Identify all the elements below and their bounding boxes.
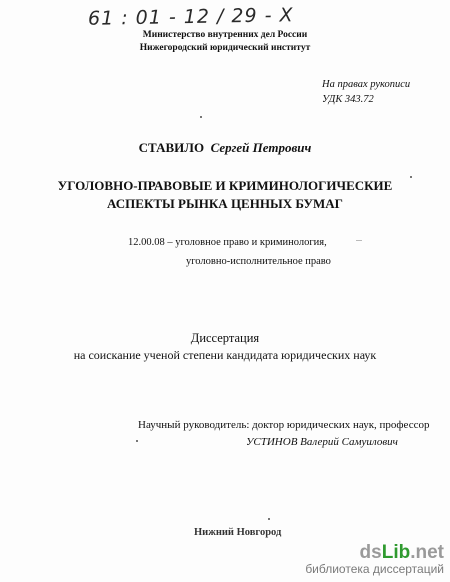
author-given-names: Сергей Петрович [210, 140, 312, 155]
dslib-tagline: библиотека диссертаций [305, 562, 444, 576]
dissertation-purpose: на соискание ученой степени кандидата юридических наук [73, 348, 377, 362]
city-year: Нижний Новгород [194, 527, 282, 538]
scan-speck [200, 116, 202, 118]
institute-heading: Нижегородский юридический институт [139, 43, 311, 53]
thesis-title-line-2: АСПЕКТЫ РЫНКА ЦЕННЫХ БУМАГ [107, 196, 343, 211]
dslib-logo-text: dsLib.net [359, 542, 444, 563]
specialty-line-2: уголовно-исполнительное право [186, 256, 331, 267]
manuscript-rights-note: На правах рукописи [322, 79, 411, 90]
scan-speck [356, 240, 362, 241]
dslib-watermark-logo [305, 542, 444, 576]
dissertation-label: Диссертация [190, 331, 260, 345]
scan-speck [410, 176, 412, 178]
author-name [0, 140, 450, 156]
handwritten-catalog-code: 61 : 01 - 12 / 29 - X [87, 4, 294, 30]
specialty-line-1: 12.00.08 – уголовное право и криминология, [128, 237, 327, 248]
udk-code: УДК 343.72 [322, 94, 374, 105]
ministry-heading: Министерство внутренних дел России [142, 30, 308, 40]
scan-speck [136, 440, 138, 442]
supervisor-title: Научный руководитель: доктор юридических наук, профессор [138, 419, 430, 431]
scan-speck [268, 518, 270, 520]
supervisor-name: УСТИНОВ Валерий Самуилович [246, 436, 398, 448]
author-surname: СТАВИЛО [138, 140, 205, 155]
thesis-title-line-1: УГОЛОВНО-ПРАВОВЫЕ И КРИМИНОЛОГИЧЕСКИЕ [57, 178, 393, 193]
